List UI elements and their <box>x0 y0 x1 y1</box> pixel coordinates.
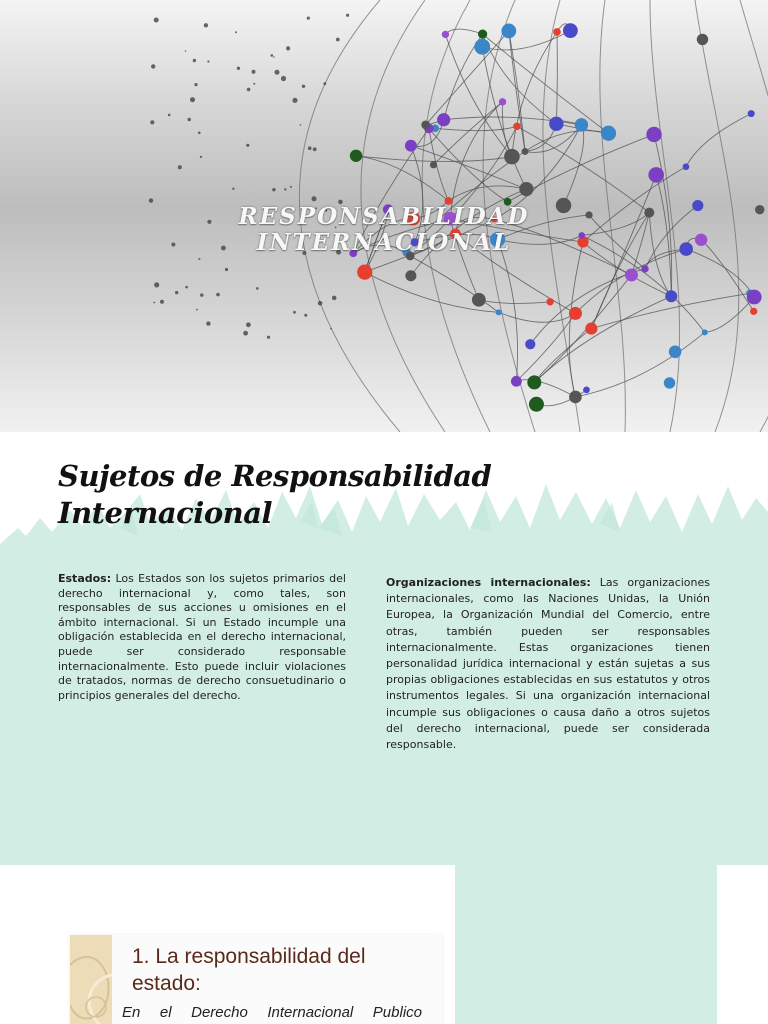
network-node <box>472 293 486 307</box>
network-node <box>501 24 516 39</box>
particle-dot <box>275 70 280 75</box>
network-node <box>504 149 520 165</box>
organizaciones-term: Organizaciones internacionales: <box>386 576 591 589</box>
network-node <box>665 290 677 302</box>
section-title <box>58 458 578 532</box>
card-body-text: En el Derecho Internacional Publico <box>122 1004 422 1021</box>
network-node <box>437 113 450 126</box>
network-node <box>601 126 616 141</box>
network-node <box>499 98 506 105</box>
particle-dot <box>246 322 251 327</box>
decorative-swirl-icon <box>70 935 112 1024</box>
network-node <box>569 307 582 320</box>
particle-dot <box>185 50 187 52</box>
organizaciones-text: Las organizaciones internacionales, como las Naciones Unidas, la Unión Europea, la Organización Mundial del Comercio, entre otras, también pueden ser responsables internacionalmente. Estas organizaciones tienen personalidad jurídica internacional y están sujetas a sus propias obligaciones establecidas en sus estatutos y otros instrumentos legales. Si una organización internacional incumple sus obligaciones o causa daño a otros sujetos del derecho internacional, puede ser considerada responsable. <box>386 576 711 752</box>
particle-dot <box>190 97 195 102</box>
network-link <box>479 300 550 304</box>
particle-dot <box>304 314 307 317</box>
particle-dot <box>188 118 191 121</box>
particle-dot <box>247 88 251 92</box>
network-link <box>434 102 503 165</box>
content-card <box>70 935 442 1024</box>
network-node <box>513 123 521 131</box>
card-heading-line2: estado: <box>132 972 201 995</box>
network-node <box>585 322 597 334</box>
network-node <box>669 345 682 358</box>
globe-meridian <box>740 0 768 432</box>
particle-dot <box>200 156 202 158</box>
particle-dot <box>312 196 317 201</box>
particle-dot <box>237 67 240 70</box>
card-heading <box>132 943 432 997</box>
particle-dot <box>267 336 270 339</box>
particle-dot <box>256 287 259 290</box>
particle-dot <box>292 98 297 103</box>
particle-dot <box>286 46 290 50</box>
particle-dot <box>198 258 200 260</box>
particle-dot <box>194 83 197 86</box>
particle-dot <box>204 23 208 27</box>
estados-paragraph <box>58 572 346 703</box>
network-node <box>664 377 675 388</box>
network-node <box>511 376 522 387</box>
network-node <box>563 23 578 38</box>
particle-dot <box>246 144 249 147</box>
particle-dot <box>235 31 237 33</box>
particle-dot <box>198 132 201 135</box>
network-node <box>748 110 755 117</box>
network-node <box>478 30 487 39</box>
network-node <box>702 329 708 335</box>
network-node <box>474 39 490 55</box>
particle-dot <box>293 311 296 314</box>
network-node <box>546 298 553 305</box>
network-link <box>499 312 576 322</box>
organizaciones-paragraph <box>386 575 710 753</box>
network-node <box>646 127 661 142</box>
network-node <box>697 34 708 45</box>
particle-dot <box>207 60 209 62</box>
network-node <box>442 31 449 38</box>
particle-dot <box>154 18 159 23</box>
particle-dot <box>154 282 159 287</box>
mint-panel <box>455 865 717 1024</box>
network-node <box>549 117 563 131</box>
particle-dot <box>149 198 153 202</box>
particle-dot <box>300 124 302 126</box>
particle-dot <box>232 188 234 190</box>
network-link <box>656 175 671 296</box>
network-link <box>435 126 517 130</box>
network-node <box>755 205 764 214</box>
network-node <box>695 234 707 246</box>
network-link <box>705 297 754 332</box>
network-link <box>502 102 512 157</box>
title-slide <box>0 0 768 432</box>
network-link <box>410 256 499 312</box>
particle-dot <box>272 188 275 191</box>
particle-dot <box>330 328 332 330</box>
network-node <box>350 150 362 162</box>
network-node <box>569 391 582 404</box>
globe-meridian <box>695 0 739 432</box>
particle-dot <box>243 331 248 336</box>
particle-dot <box>206 321 210 325</box>
network-node <box>644 208 654 218</box>
network-node <box>679 242 693 256</box>
network-node <box>519 182 533 196</box>
network-node <box>525 339 535 349</box>
particle-dot <box>168 114 171 117</box>
particle-dot <box>151 64 155 68</box>
particle-dot <box>346 14 349 17</box>
network-node <box>750 308 757 315</box>
subjects-slide <box>0 432 768 865</box>
particle-dot <box>193 59 196 62</box>
particle-dot <box>153 302 155 304</box>
particle-dot <box>196 309 198 311</box>
estados-text: Los Estados son los sujetos primarios del derecho internacional y, como tales, son responsables de sus acciones u omisiones en el ámbito internacional. Si un Estado incumple una obligación establecida en el derecho internacional, puede ser considerado responsable internacionalmente. Esto puede incluir violaciones de tratados, normas de derecho consuetudinario o principios generales del derecho. <box>58 572 346 702</box>
network-node <box>496 309 502 315</box>
section-title-line2: Internacional <box>58 496 273 530</box>
network-node <box>575 118 588 131</box>
main-title <box>150 204 618 256</box>
particle-dot <box>290 186 292 188</box>
network-node <box>553 28 561 36</box>
estados-term: Estados: <box>58 572 112 585</box>
particle-dot <box>284 188 286 190</box>
particle-dot <box>225 268 228 271</box>
particle-dot <box>178 165 182 169</box>
particle-dot <box>252 70 256 74</box>
particle-dot <box>253 83 255 85</box>
network-link <box>686 249 754 297</box>
network-node <box>648 167 664 183</box>
network-link <box>645 249 686 269</box>
network-node <box>421 120 430 129</box>
particle-dot <box>308 146 312 150</box>
network-link <box>575 332 704 397</box>
network-node <box>747 290 762 305</box>
network-node <box>692 200 703 211</box>
network-node <box>641 265 648 272</box>
network-link <box>686 114 751 167</box>
network-node <box>625 268 638 281</box>
network-link <box>483 34 609 133</box>
main-title-line2: INTERNACIONAL <box>256 229 512 256</box>
particle-dot <box>160 300 164 304</box>
network-link <box>556 32 557 124</box>
network-node <box>683 163 690 170</box>
particle-dot <box>302 85 305 88</box>
particle-dot <box>318 301 323 306</box>
network-node <box>522 148 529 155</box>
particle-dot <box>216 293 220 297</box>
particle-dot <box>150 120 154 124</box>
particle-dot <box>175 291 178 294</box>
network-node <box>583 386 590 393</box>
particle-dot <box>336 38 340 42</box>
particle-dot <box>200 293 203 296</box>
network-link <box>517 126 649 212</box>
network-link <box>448 186 526 201</box>
particle-dot <box>271 54 274 57</box>
network-node <box>430 161 437 168</box>
particle-dot <box>185 286 188 289</box>
particle-dot <box>307 17 310 20</box>
particle-dot <box>281 76 286 81</box>
main-title-line1: RESPONSABILIDAD <box>238 203 530 230</box>
network-link <box>654 134 672 296</box>
state-responsibility-slide <box>0 865 768 1024</box>
section-title-line1: Sujetos de Responsabilidad <box>58 459 492 493</box>
network-node <box>357 264 372 279</box>
card-heading-line1: 1. La responsabilidad del <box>132 945 366 968</box>
network-node <box>527 375 541 389</box>
particle-dot <box>313 147 317 151</box>
particle-dot <box>273 56 275 58</box>
network-link <box>356 156 512 162</box>
network-link <box>516 380 575 397</box>
network-node <box>405 140 417 152</box>
network-link <box>445 29 482 34</box>
particle-dot <box>323 82 326 85</box>
network-node <box>405 270 416 281</box>
network-node <box>529 397 544 412</box>
particle-dot <box>332 296 337 301</box>
